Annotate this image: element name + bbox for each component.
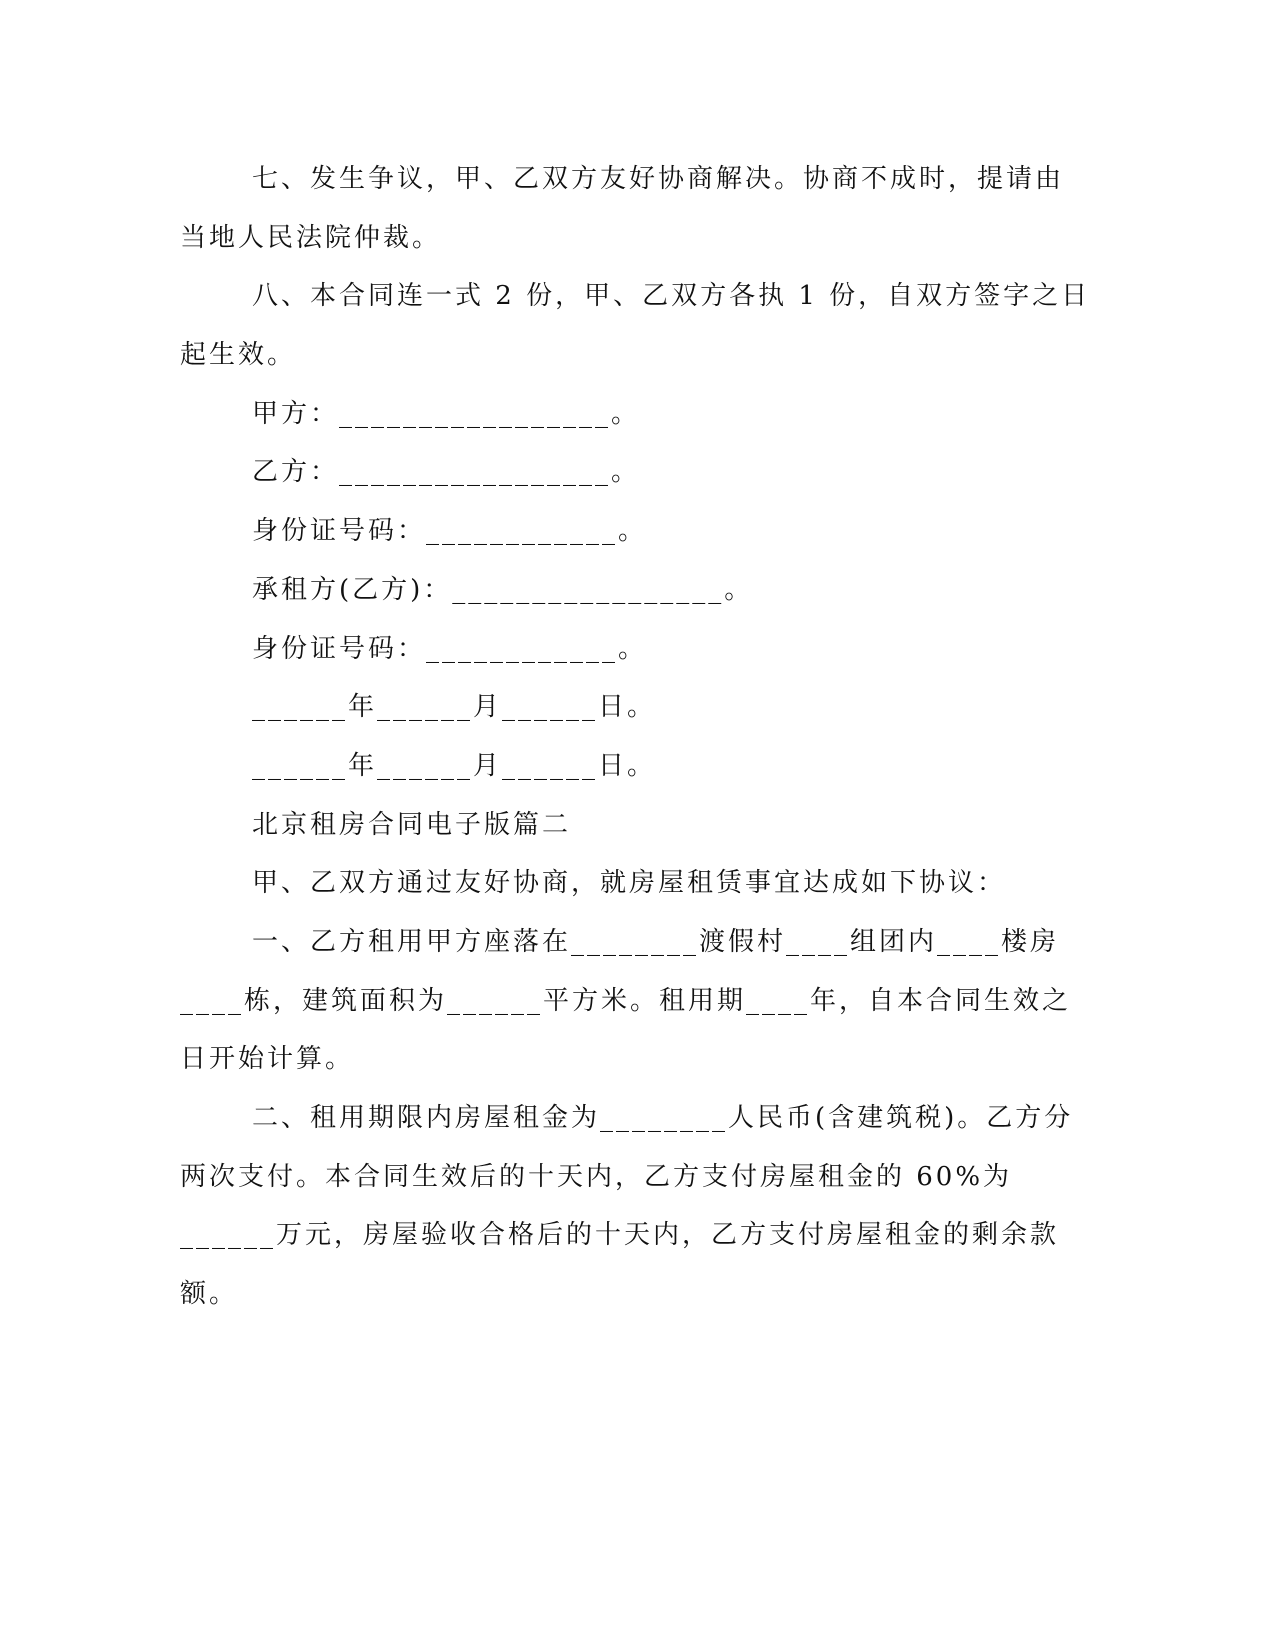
article-1-line-3: 日开始计算。 xyxy=(180,1044,355,1075)
article-2-line-4: 额。 xyxy=(180,1279,239,1310)
date-line-1: ______年______月______日。 xyxy=(252,692,657,723)
clause-7-line-2: 当地人民法院仲裁。 xyxy=(180,222,442,253)
article-1-line-2: ____栋，建筑面积为______平方米。租用期____年，自本合同生效之 xyxy=(180,985,1072,1016)
party-b-signature: 乙方：_________________。 xyxy=(252,457,641,488)
party-a-signature: 甲方：_________________。 xyxy=(252,398,641,429)
article-2-line-2: 两次支付。本合同生效后的十天内，乙方支付房屋租金的 60%为 xyxy=(180,1161,1013,1192)
id-number-1: 身份证号码：____________。 xyxy=(252,516,648,547)
clause-8-line-2: 起生效。 xyxy=(180,340,297,371)
section-heading: 北京租房合同电子版篇二 xyxy=(252,809,572,840)
intro-paragraph: 甲、乙双方通过友好协商，就房屋租赁事宜达成如下协议： xyxy=(252,868,1007,899)
lessee-signature: 承租方(乙方)：_________________。 xyxy=(252,574,754,605)
id-number-2: 身份证号码：____________。 xyxy=(252,633,648,664)
clause-7-line-1: 七、发生争议，甲、乙双方友好协商解决。协商不成时，提请由 xyxy=(252,164,1065,194)
article-2-line-1: 二、租用期限内房屋租金为________人民币(含建筑税)。乙方分 xyxy=(252,1103,1074,1133)
article-1-line-1: 一、乙方租用甲方座落在________渡假村____组团内____楼房 xyxy=(252,926,1060,957)
date-line-2: ______年______月______日。 xyxy=(252,750,657,781)
clause-8-line-1: 八、本合同连一式 2 份，甲、乙双方各执 1 份，自双方签字之日 xyxy=(252,281,1091,312)
document-page xyxy=(180,150,1091,1324)
article-2-line-3: ______万元，房屋验收合格后的十天内，乙方支付房屋租金的剩余款 xyxy=(180,1220,1060,1251)
